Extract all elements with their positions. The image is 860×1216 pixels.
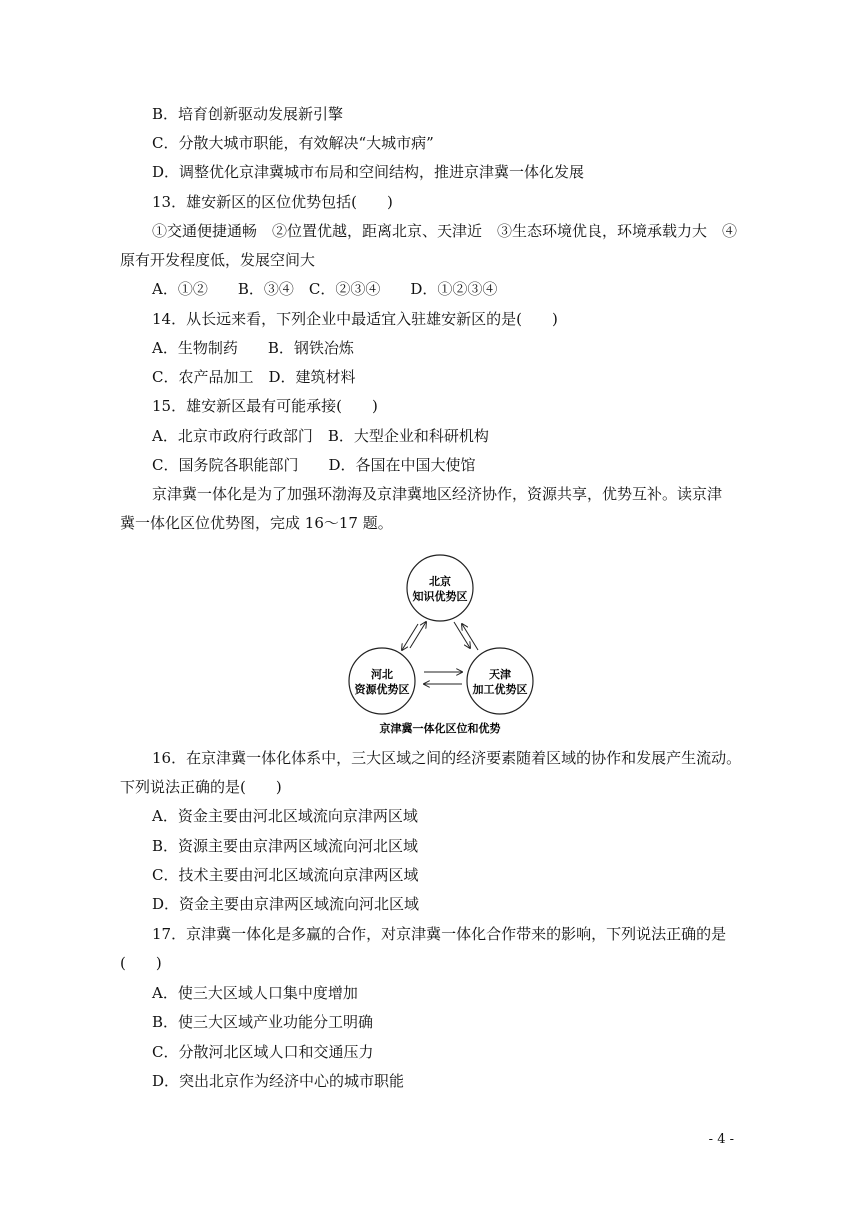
- question-15: 15．雄安新区最有可能承接( ): [152, 397, 378, 415]
- question-16: 16．在京津冀一体化体系中，三大区域之间的经济要素随着区域的协作和发展产生流动。: [152, 749, 742, 767]
- question-15-options-cd: C．国务院各职能部门 D．各国在中国大使馆: [152, 456, 476, 474]
- hebei-sublabel: 资源优势区: [354, 683, 410, 696]
- hebei-label: 河北: [371, 668, 393, 681]
- tianjin-circle: [467, 648, 533, 714]
- question-17-cont: ( ): [120, 954, 162, 972]
- question-16-cont: 下列说法正确的是( ): [120, 778, 282, 796]
- arrow-hebei-to-beijing: [410, 622, 426, 648]
- intro-paragraph: 京津冀一体化是为了加强环渤海及京津冀地区经济协作，资源共享，优势互补。读京津: [152, 485, 723, 503]
- beijing-label: 北京: [429, 575, 451, 588]
- option-12b: B．培育创新驱动发展新引擎: [152, 105, 344, 123]
- arrow-beijing-to-hebei: [402, 624, 418, 650]
- option-12d: D．调整优化京津冀城市布局和空间结构，推进京津冀一体化发展: [152, 163, 585, 181]
- option-16d: D．资金主要由京津两区域流向河北区域: [152, 895, 420, 913]
- option-16b: B．资源主要由京津两区域流向河北区域: [152, 837, 419, 855]
- option-17a: A．使三大区域人口集中度增加: [152, 984, 358, 1002]
- tianjin-label: 天津: [489, 668, 511, 681]
- question-13-items-cont: 原有开发程度低，发展空间大: [120, 251, 316, 269]
- page-number: - 4 -: [708, 1132, 734, 1147]
- option-17b: B．使三大区域产业功能分工明确: [152, 1013, 374, 1031]
- arrow-tianjin-to-beijing: [462, 624, 478, 650]
- hebei-circle: [349, 648, 415, 714]
- option-17d: D．突出北京作为经济中心的城市职能: [152, 1072, 405, 1090]
- option-16a: A．资金主要由河北区域流向京津两区域: [152, 807, 418, 825]
- option-16c: C．技术主要由河北区域流向京津两区域: [152, 866, 419, 884]
- question-13: 13．雄安新区的区位优势包括( ): [152, 193, 393, 211]
- question-13-items: ①交通便捷通畅 ②位置优越，距离北京、天津近 ③生态环境优良，环境承载力大 ④: [152, 222, 738, 240]
- option-12c: C．分散大城市职能，有效解决“大城市病”: [152, 134, 434, 152]
- region-advantage-diagram: [330, 548, 550, 738]
- arrow-beijing-to-tianjin: [454, 622, 470, 648]
- figure-caption: 京津冀一体化区位和优势: [379, 722, 501, 735]
- question-14-options-cd: C．农产品加工 D．建筑材料: [152, 368, 356, 386]
- beijing-sublabel: 知识优势区: [412, 590, 468, 603]
- question-17: 17．京津冀一体化是多赢的合作，对京津冀一体化合作带来的影响，下列说法正确的是: [152, 925, 727, 943]
- question-14: 14．从长远来看，下列企业中最适宜入驻雄安新区的是( ): [152, 310, 558, 328]
- option-17c: C．分散河北区域人口和交通压力: [152, 1043, 374, 1061]
- intro-paragraph-cont: 冀一体化区位优势图，完成 16～17 题。: [120, 514, 393, 532]
- beijing-circle: [407, 555, 473, 621]
- question-14-options-ab: A．生物制药 B．钢铁冶炼: [152, 339, 354, 357]
- tianjin-sublabel: 加工优势区: [472, 683, 528, 696]
- question-13-options: A．①② B．③④ C．②③④ D．①②③④: [152, 280, 498, 298]
- question-15-options-ab: A．北京市政府行政部门 B．大型企业和科研机构: [152, 427, 489, 445]
